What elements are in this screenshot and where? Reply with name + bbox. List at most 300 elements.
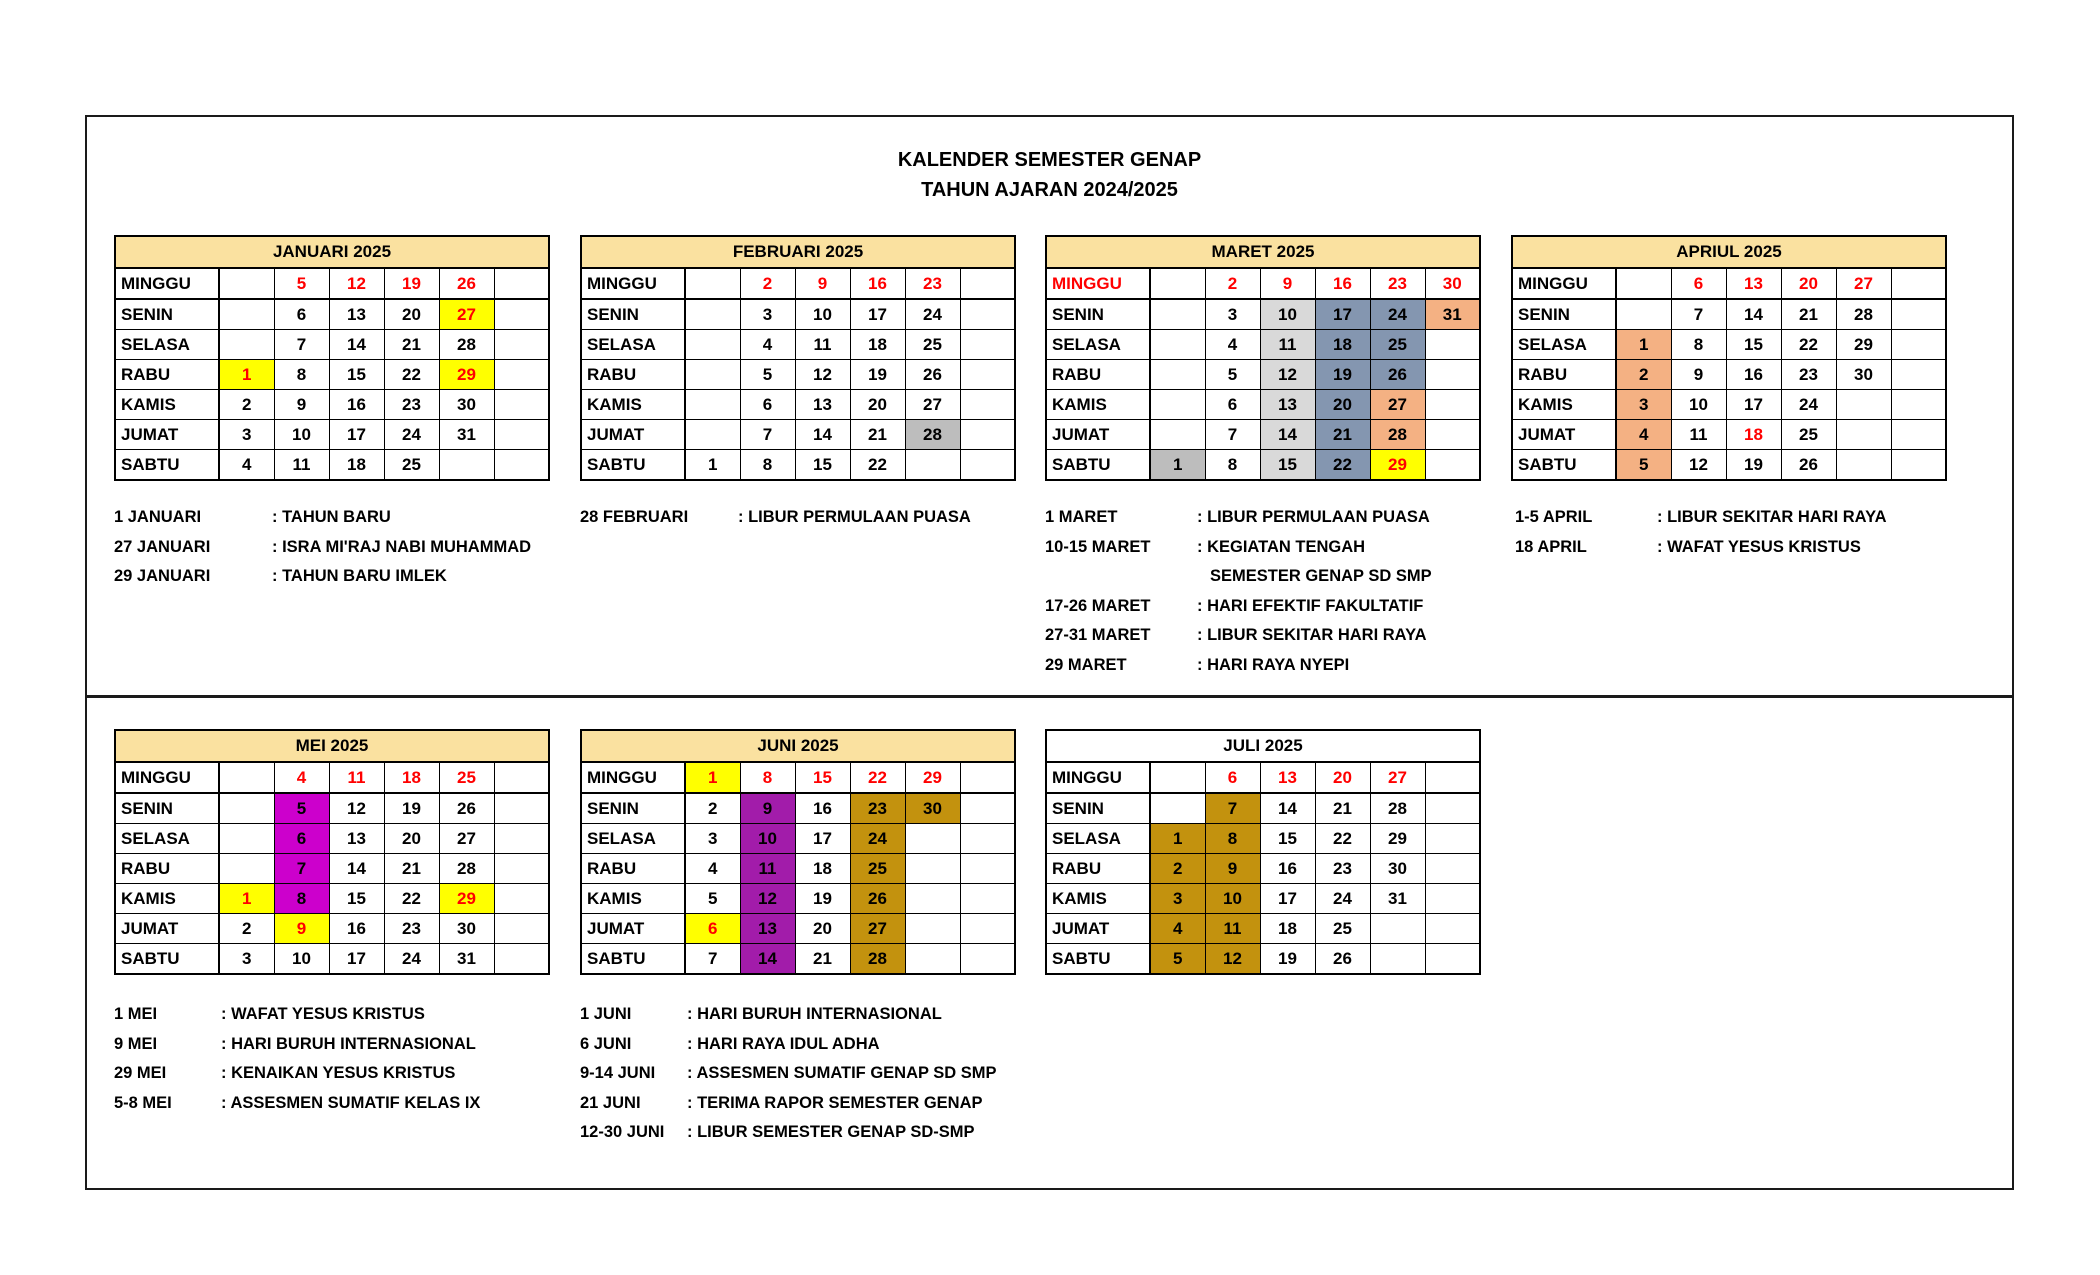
day-cell: 25 bbox=[850, 854, 905, 884]
day-cell: 25 bbox=[1781, 420, 1836, 450]
day-cell bbox=[1425, 762, 1480, 793]
month-table-mei-2025 bbox=[114, 729, 550, 975]
note-date: 18 APRIL bbox=[1515, 537, 1587, 556]
note-date: 29 MEI bbox=[114, 1064, 167, 1082]
day-cell: 29 bbox=[439, 360, 494, 390]
day-cell: 11 bbox=[1260, 330, 1315, 360]
day-cell: 9 bbox=[1205, 854, 1260, 884]
day-cell: 28 bbox=[439, 854, 494, 884]
note-row bbox=[1045, 654, 1432, 684]
note-desc: : TAHUN BARU IMLEK bbox=[272, 567, 447, 585]
day-cell bbox=[1836, 390, 1891, 420]
day-cell bbox=[1150, 793, 1205, 824]
note-date: 5-8 MEI bbox=[114, 1093, 172, 1112]
day-row-label: SENIN bbox=[1046, 299, 1150, 330]
note-date: 29 JANUARI bbox=[114, 567, 211, 585]
day-cell: 13 bbox=[740, 914, 795, 944]
day-row-label: MINGGU bbox=[1046, 268, 1150, 299]
day-row-label: MINGGU bbox=[581, 268, 685, 299]
day-cell bbox=[219, 762, 274, 793]
day-cell bbox=[494, 390, 549, 420]
day-cell: 22 bbox=[1315, 450, 1370, 481]
day-cell: 1 bbox=[685, 762, 740, 793]
day-cell: 20 bbox=[384, 824, 439, 854]
day-cell: 25 bbox=[439, 762, 494, 793]
day-row-label: SENIN bbox=[115, 793, 219, 824]
month-header: JULI 2025 bbox=[1046, 730, 1480, 762]
day-cell: 30 bbox=[439, 914, 494, 944]
day-cell: 16 bbox=[1726, 360, 1781, 390]
day-row-label: SENIN bbox=[115, 299, 219, 330]
day-cell: 28 bbox=[439, 330, 494, 360]
note-row bbox=[580, 1121, 997, 1151]
day-cell: 18 bbox=[384, 762, 439, 793]
day-row-label: SELASA bbox=[1046, 824, 1150, 854]
day-cell: 22 bbox=[384, 884, 439, 914]
day-cell: 26 bbox=[1781, 450, 1836, 481]
day-cell: 13 bbox=[1726, 268, 1781, 299]
day-cell: 4 bbox=[740, 330, 795, 360]
day-cell: 17 bbox=[1726, 390, 1781, 420]
day-cell bbox=[1891, 360, 1946, 390]
day-cell bbox=[685, 390, 740, 420]
day-cell: 8 bbox=[1205, 450, 1260, 481]
note-desc: : HARI RAYA NYEPI bbox=[1197, 655, 1350, 674]
day-cell: 26 bbox=[439, 793, 494, 824]
day-cell: 9 bbox=[795, 268, 850, 299]
day-cell bbox=[1616, 268, 1671, 299]
note-desc: : TERIMA RAPOR SEMESTER GENAP bbox=[687, 1093, 983, 1112]
day-cell: 15 bbox=[1260, 450, 1315, 481]
day-cell: 15 bbox=[795, 762, 850, 793]
day-cell: 8 bbox=[274, 360, 329, 390]
day-cell: 16 bbox=[1260, 854, 1315, 884]
day-cell: 7 bbox=[685, 944, 740, 975]
month-table-juli-2025 bbox=[1045, 729, 1481, 975]
day-cell: 23 bbox=[1781, 360, 1836, 390]
day-row-label: JUMAT bbox=[1046, 420, 1150, 450]
day-cell: 9 bbox=[274, 390, 329, 420]
day-cell bbox=[685, 420, 740, 450]
day-cell: 20 bbox=[1315, 390, 1370, 420]
day-cell bbox=[960, 390, 1015, 420]
day-cell bbox=[960, 854, 1015, 884]
day-cell: 14 bbox=[795, 420, 850, 450]
day-cell: 18 bbox=[1260, 914, 1315, 944]
day-cell: 8 bbox=[1671, 330, 1726, 360]
note-row bbox=[580, 1092, 997, 1122]
day-cell: 19 bbox=[384, 268, 439, 299]
day-cell bbox=[494, 944, 549, 975]
day-cell: 24 bbox=[905, 299, 960, 330]
month-table-juni-2025 bbox=[580, 729, 1016, 975]
day-row-label: SENIN bbox=[581, 299, 685, 330]
day-cell bbox=[905, 944, 960, 975]
day-cell bbox=[219, 268, 274, 299]
day-cell: 24 bbox=[1315, 884, 1370, 914]
note-row bbox=[580, 1033, 997, 1063]
day-cell bbox=[1150, 299, 1205, 330]
day-cell: 19 bbox=[795, 884, 850, 914]
day-cell: 6 bbox=[274, 299, 329, 330]
day-row-label: RABU bbox=[581, 360, 685, 390]
day-row-label: SELASA bbox=[1046, 330, 1150, 360]
day-cell: 8 bbox=[274, 884, 329, 914]
day-cell bbox=[685, 330, 740, 360]
note-row bbox=[114, 1033, 480, 1063]
day-row-label: RABU bbox=[115, 360, 219, 390]
note-row bbox=[114, 1003, 480, 1033]
day-cell bbox=[685, 360, 740, 390]
day-cell bbox=[1891, 268, 1946, 299]
day-cell bbox=[219, 854, 274, 884]
day-row-label: KAMIS bbox=[115, 884, 219, 914]
day-row-label: SABTU bbox=[115, 944, 219, 975]
note-date: 1 MARET bbox=[1045, 508, 1118, 526]
month-table-februari-2025 bbox=[580, 235, 1016, 481]
day-cell: 21 bbox=[384, 330, 439, 360]
day-cell bbox=[1150, 268, 1205, 299]
day-cell: 19 bbox=[1726, 450, 1781, 481]
section-divider bbox=[87, 695, 2012, 698]
day-cell bbox=[494, 884, 549, 914]
day-row-label: KAMIS bbox=[1046, 884, 1150, 914]
day-cell: 22 bbox=[1781, 330, 1836, 360]
day-cell: 16 bbox=[1315, 268, 1370, 299]
day-cell bbox=[905, 824, 960, 854]
day-row-label: JUMAT bbox=[581, 420, 685, 450]
day-cell bbox=[494, 793, 549, 824]
day-cell: 29 bbox=[439, 884, 494, 914]
day-cell: 22 bbox=[850, 762, 905, 793]
note-row bbox=[580, 506, 971, 536]
day-cell bbox=[439, 450, 494, 481]
note-desc: : ISRA MI'RAJ NABI MUHAMMAD bbox=[272, 537, 532, 556]
day-cell: 4 bbox=[219, 450, 274, 481]
day-cell bbox=[685, 299, 740, 330]
day-cell: 3 bbox=[685, 824, 740, 854]
note-desc: : TAHUN BARU bbox=[272, 508, 391, 526]
notes-mei bbox=[114, 1003, 480, 1121]
day-cell: 13 bbox=[1260, 390, 1315, 420]
day-cell bbox=[1370, 914, 1425, 944]
day-cell bbox=[1425, 793, 1480, 824]
note-desc: : LIBUR PERMULAAN PUASA bbox=[738, 508, 971, 526]
day-cell bbox=[219, 824, 274, 854]
day-cell: 27 bbox=[439, 824, 494, 854]
day-cell: 23 bbox=[384, 390, 439, 420]
day-cell: 13 bbox=[795, 390, 850, 420]
day-cell bbox=[905, 884, 960, 914]
day-cell: 11 bbox=[1205, 914, 1260, 944]
day-cell: 7 bbox=[740, 420, 795, 450]
day-row-label: JUMAT bbox=[1512, 420, 1616, 450]
note-date: 1-5 APRIL bbox=[1515, 508, 1593, 526]
day-cell: 7 bbox=[1205, 420, 1260, 450]
day-cell: 28 bbox=[1370, 420, 1425, 450]
day-cell: 14 bbox=[740, 944, 795, 975]
day-cell bbox=[1150, 390, 1205, 420]
day-row-label: MINGGU bbox=[581, 762, 685, 793]
day-cell: 21 bbox=[795, 944, 850, 975]
day-cell bbox=[960, 884, 1015, 914]
day-cell: 10 bbox=[740, 824, 795, 854]
day-cell bbox=[1150, 420, 1205, 450]
day-cell: 23 bbox=[384, 914, 439, 944]
day-cell: 23 bbox=[1315, 854, 1370, 884]
day-cell: 4 bbox=[1150, 914, 1205, 944]
day-cell: 1 bbox=[1150, 450, 1205, 481]
day-cell: 12 bbox=[1205, 944, 1260, 975]
day-cell bbox=[494, 450, 549, 481]
day-cell: 19 bbox=[1260, 944, 1315, 975]
day-cell: 7 bbox=[274, 854, 329, 884]
day-cell: 17 bbox=[1315, 299, 1370, 330]
note-date: 12-30 JUNI bbox=[580, 1123, 665, 1141]
day-cell: 6 bbox=[1671, 268, 1726, 299]
day-cell: 2 bbox=[1616, 360, 1671, 390]
day-row-label: SELASA bbox=[581, 824, 685, 854]
day-cell bbox=[494, 330, 549, 360]
day-cell: 23 bbox=[905, 268, 960, 299]
day-cell: 13 bbox=[1260, 762, 1315, 793]
day-cell: 21 bbox=[850, 420, 905, 450]
day-cell: 12 bbox=[329, 793, 384, 824]
note-row bbox=[580, 1003, 997, 1033]
day-cell: 7 bbox=[1671, 299, 1726, 330]
day-row-label: SABTU bbox=[115, 450, 219, 481]
day-cell: 1 bbox=[1616, 330, 1671, 360]
month-header: JUNI 2025 bbox=[581, 730, 1015, 762]
day-cell: 12 bbox=[795, 360, 850, 390]
note-date: 27-31 MARET bbox=[1045, 626, 1151, 644]
day-row-label: MINGGU bbox=[1046, 762, 1150, 793]
day-cell: 2 bbox=[219, 914, 274, 944]
notes-januari bbox=[114, 506, 531, 595]
day-cell bbox=[960, 330, 1015, 360]
day-cell bbox=[1425, 914, 1480, 944]
notes-februari bbox=[580, 506, 971, 536]
day-cell: 25 bbox=[384, 450, 439, 481]
note-row bbox=[1515, 506, 1887, 536]
day-row-label: SELASA bbox=[581, 330, 685, 360]
day-cell: 31 bbox=[439, 944, 494, 975]
day-cell bbox=[960, 914, 1015, 944]
day-cell: 25 bbox=[1370, 330, 1425, 360]
day-cell: 17 bbox=[850, 299, 905, 330]
day-cell: 26 bbox=[905, 360, 960, 390]
day-cell: 5 bbox=[1616, 450, 1671, 481]
day-cell: 10 bbox=[1671, 390, 1726, 420]
day-cell: 4 bbox=[274, 762, 329, 793]
day-cell: 29 bbox=[1370, 450, 1425, 481]
note-date: 10-15 MARET bbox=[1045, 537, 1151, 556]
day-cell: 2 bbox=[685, 793, 740, 824]
day-row-label: SELASA bbox=[115, 824, 219, 854]
day-cell bbox=[1150, 360, 1205, 390]
day-cell: 23 bbox=[850, 793, 905, 824]
day-cell: 14 bbox=[329, 330, 384, 360]
note-desc: : ASSESMEN SUMATIF KELAS IX bbox=[221, 1093, 481, 1112]
note-desc: : ASSESMEN SUMATIF GENAP SD SMP bbox=[687, 1064, 997, 1082]
day-row-label: SABTU bbox=[1512, 450, 1616, 481]
day-cell: 31 bbox=[439, 420, 494, 450]
day-cell bbox=[1425, 854, 1480, 884]
day-cell: 25 bbox=[905, 330, 960, 360]
day-cell: 29 bbox=[1836, 330, 1891, 360]
day-cell: 14 bbox=[1726, 299, 1781, 330]
day-row-label: SENIN bbox=[1512, 299, 1616, 330]
day-cell bbox=[494, 360, 549, 390]
day-cell bbox=[494, 268, 549, 299]
note-desc: : KEGIATAN TENGAH bbox=[1197, 537, 1366, 556]
page-subtitle: TAHUN AJARAN 2024/2025 bbox=[921, 179, 1178, 201]
note-row bbox=[1515, 536, 1887, 566]
day-cell: 8 bbox=[740, 450, 795, 481]
day-row-label: JUMAT bbox=[115, 420, 219, 450]
day-cell: 29 bbox=[905, 762, 960, 793]
note-date: 1 JANUARI bbox=[114, 508, 202, 526]
note-desc: : LIBUR SEKITAR HARI RAYA bbox=[1657, 508, 1887, 526]
day-cell bbox=[219, 299, 274, 330]
day-cell bbox=[1425, 824, 1480, 854]
day-cell: 20 bbox=[1315, 762, 1370, 793]
day-cell bbox=[219, 330, 274, 360]
note-desc: : WAFAT YESUS KRISTUS bbox=[221, 1005, 425, 1023]
note-desc: : WAFAT YESUS KRISTUS bbox=[1657, 537, 1861, 556]
note-date: 1 JUNI bbox=[580, 1005, 632, 1023]
day-cell: 26 bbox=[439, 268, 494, 299]
month-table-apriul-2025 bbox=[1511, 235, 1947, 481]
note-date: 29 MARET bbox=[1045, 655, 1127, 674]
day-cell: 3 bbox=[740, 299, 795, 330]
day-cell bbox=[494, 420, 549, 450]
day-cell: 10 bbox=[1205, 884, 1260, 914]
day-cell: 16 bbox=[795, 793, 850, 824]
day-row-label: KAMIS bbox=[581, 884, 685, 914]
day-row-label: SELASA bbox=[1512, 330, 1616, 360]
day-cell: 11 bbox=[795, 330, 850, 360]
day-cell: 20 bbox=[384, 299, 439, 330]
day-cell bbox=[1891, 330, 1946, 360]
note-desc: : LIBUR PERMULAAN PUASA bbox=[1197, 508, 1430, 526]
note-date: 1 MEI bbox=[114, 1005, 158, 1023]
day-cell: 30 bbox=[1370, 854, 1425, 884]
day-cell: 30 bbox=[439, 390, 494, 420]
calendar-frame bbox=[85, 115, 2014, 1190]
day-cell: 21 bbox=[1315, 420, 1370, 450]
day-cell bbox=[960, 299, 1015, 330]
note-date: 21 JUNI bbox=[580, 1093, 641, 1112]
note-date: 27 JANUARI bbox=[114, 537, 211, 556]
day-cell bbox=[1425, 360, 1480, 390]
day-cell: 15 bbox=[1260, 824, 1315, 854]
day-cell bbox=[905, 450, 960, 481]
day-cell: 17 bbox=[1260, 884, 1315, 914]
day-cell bbox=[960, 944, 1015, 975]
day-cell: 24 bbox=[1370, 299, 1425, 330]
day-row-label: SABTU bbox=[581, 450, 685, 481]
day-cell bbox=[1836, 420, 1891, 450]
day-cell: 17 bbox=[329, 420, 384, 450]
note-date: 28 FEBRUARI bbox=[580, 508, 689, 526]
day-row-label: SENIN bbox=[1046, 793, 1150, 824]
month-header: MARET 2025 bbox=[1046, 236, 1480, 268]
day-cell: 9 bbox=[274, 914, 329, 944]
note-date: 17-26 MARET bbox=[1045, 596, 1151, 615]
day-cell: 2 bbox=[219, 390, 274, 420]
day-row-label: RABU bbox=[115, 854, 219, 884]
day-row-label: RABU bbox=[1046, 360, 1150, 390]
day-row-label: SENIN bbox=[581, 793, 685, 824]
note-row bbox=[114, 506, 531, 536]
month-header: JANUARI 2025 bbox=[115, 236, 549, 268]
month-header: MEI 2025 bbox=[115, 730, 549, 762]
day-cell: 15 bbox=[795, 450, 850, 481]
page-title: KALENDER SEMESTER GENAP bbox=[897, 149, 1202, 171]
day-row-label: KAMIS bbox=[581, 390, 685, 420]
day-cell: 29 bbox=[1370, 824, 1425, 854]
day-cell: 3 bbox=[1616, 390, 1671, 420]
day-row-label: RABU bbox=[1046, 854, 1150, 884]
day-cell bbox=[494, 762, 549, 793]
day-cell: 4 bbox=[1205, 330, 1260, 360]
day-cell: 23 bbox=[1370, 268, 1425, 299]
day-row-label: SABTU bbox=[1046, 450, 1150, 481]
day-cell: 1 bbox=[685, 450, 740, 481]
day-cell: 10 bbox=[795, 299, 850, 330]
day-cell: 24 bbox=[384, 420, 439, 450]
day-cell bbox=[1425, 330, 1480, 360]
note-desc: : LIBUR SEKITAR HARI RAYA bbox=[1197, 626, 1427, 644]
day-cell: 2 bbox=[740, 268, 795, 299]
day-cell: 9 bbox=[740, 793, 795, 824]
day-cell bbox=[905, 914, 960, 944]
day-cell: 28 bbox=[1836, 299, 1891, 330]
day-cell: 2 bbox=[1205, 268, 1260, 299]
note-desc: : LIBUR SEMESTER GENAP SD-SMP bbox=[687, 1123, 975, 1141]
day-cell bbox=[1150, 330, 1205, 360]
month-header: FEBRUARI 2025 bbox=[581, 236, 1015, 268]
day-cell: 25 bbox=[1315, 914, 1370, 944]
day-cell bbox=[960, 450, 1015, 481]
note-row bbox=[114, 565, 531, 595]
day-cell: 18 bbox=[795, 854, 850, 884]
day-cell: 27 bbox=[850, 914, 905, 944]
day-cell bbox=[494, 299, 549, 330]
day-cell: 1 bbox=[219, 884, 274, 914]
day-cell: 12 bbox=[1260, 360, 1315, 390]
day-cell: 17 bbox=[795, 824, 850, 854]
note-row bbox=[114, 536, 531, 566]
month-table-maret-2025 bbox=[1045, 235, 1481, 481]
day-cell: 27 bbox=[1836, 268, 1891, 299]
note-row bbox=[1045, 536, 1432, 566]
day-cell: 18 bbox=[329, 450, 384, 481]
day-cell: 5 bbox=[1205, 360, 1260, 390]
day-cell: 9 bbox=[1260, 268, 1315, 299]
title-block bbox=[87, 145, 2012, 205]
day-cell: 5 bbox=[740, 360, 795, 390]
day-cell: 19 bbox=[1315, 360, 1370, 390]
day-cell bbox=[1425, 944, 1480, 975]
day-cell: 17 bbox=[329, 944, 384, 975]
day-cell: 15 bbox=[329, 360, 384, 390]
day-cell bbox=[1891, 420, 1946, 450]
note-row bbox=[1045, 506, 1432, 536]
day-row-label: RABU bbox=[1512, 360, 1616, 390]
day-cell bbox=[960, 268, 1015, 299]
